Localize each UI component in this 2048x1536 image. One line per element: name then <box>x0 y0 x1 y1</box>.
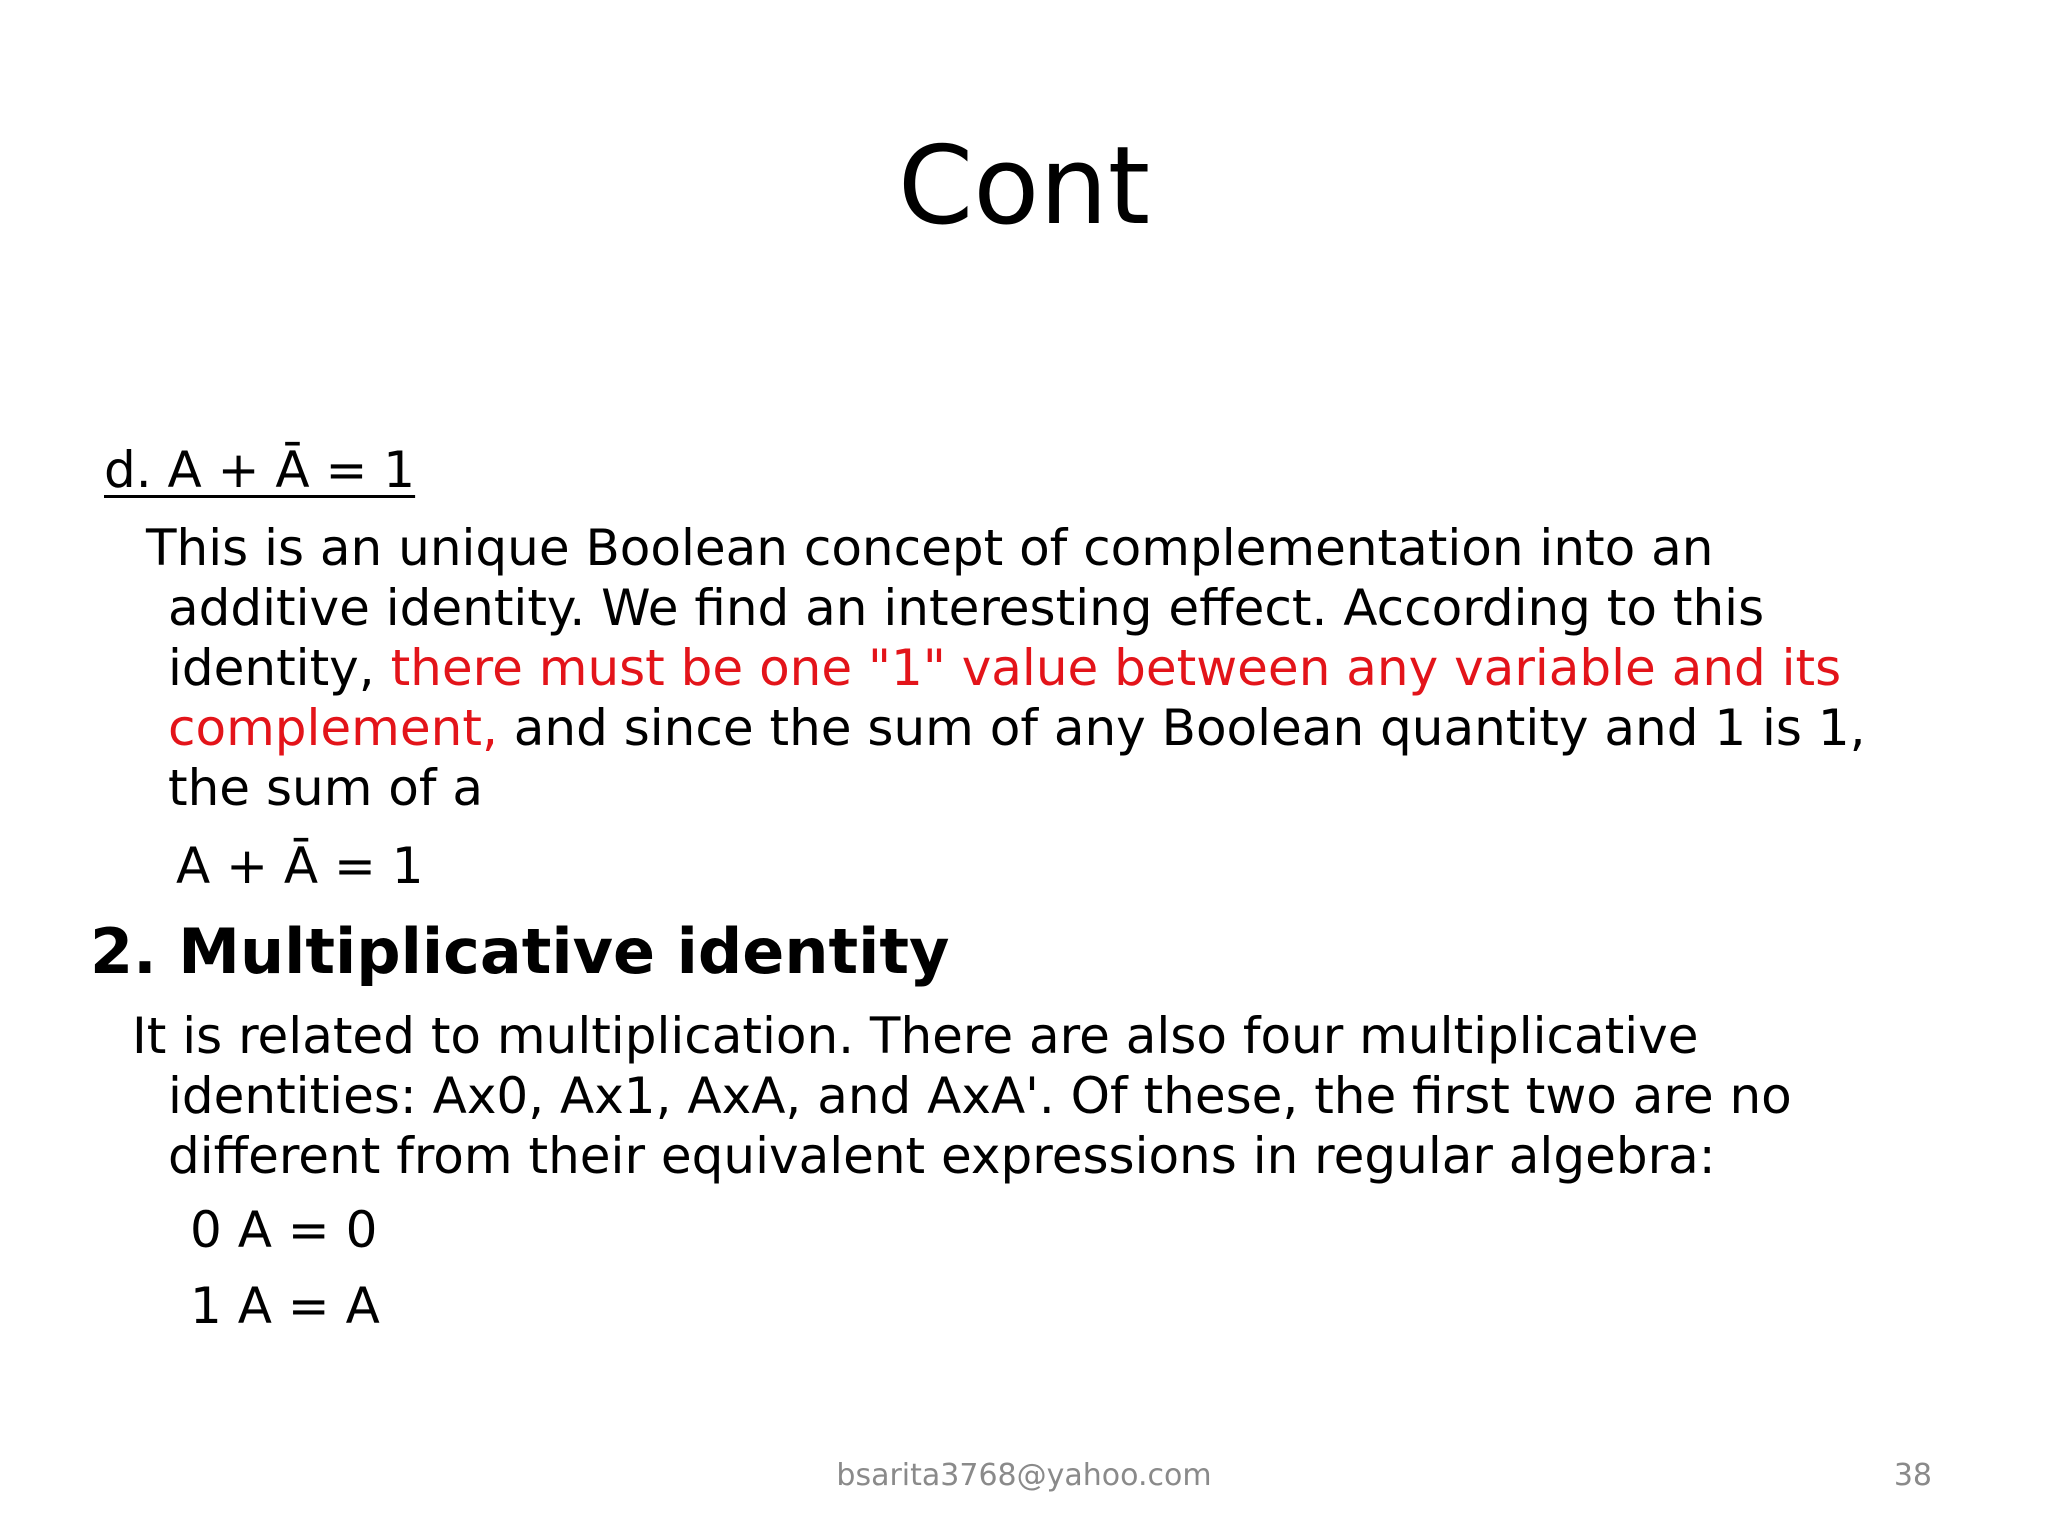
multiplicative-equation-zero: 0 A = 0 <box>190 1201 378 1259</box>
multiplicative-identity-heading: 2. Multiplicative identity <box>90 915 950 988</box>
footer-email: bsarita3768@yahoo.com <box>836 1458 1212 1493</box>
multiplicative-paragraph-line1: It is related to multiplication. There are also four multiplicative <box>132 1007 1699 1065</box>
slide-title: Cont <box>897 124 1151 249</box>
identity-d-paragraph-text-b: and since the sum of any Boolean quantity and 1 is 1, the sum of a <box>168 699 1866 817</box>
identity-d-heading: d. A + Ā = 1 <box>104 441 416 499</box>
multiplicative-identity-paragraph <box>132 1006 1912 1186</box>
identity-d-highlighted-text: there must be one "1" value between any variable and its complement, <box>168 639 1842 757</box>
page-number: 38 <box>1893 1458 1932 1493</box>
multiplicative-paragraph-continuation: identities: Ax0, Ax1, AxA, and AxA'. Of these, the first two are no different from their equivalent expressions in regular algebra: <box>168 1067 1792 1185</box>
identity-d-paragraph-continuation <box>146 578 1906 818</box>
identity-d-paragraph <box>146 518 1906 818</box>
identity-d-equation: A + Ā = 1 <box>176 837 424 895</box>
identity-d-paragraph-line1: This is an unique Boolean concept of complementation into an <box>146 519 1714 577</box>
identity-d-paragraph-text-a: additive identity. We find an interesting effect. According to this identity, <box>168 579 1765 697</box>
multiplicative-equation-one: 1 A = A <box>190 1277 380 1335</box>
